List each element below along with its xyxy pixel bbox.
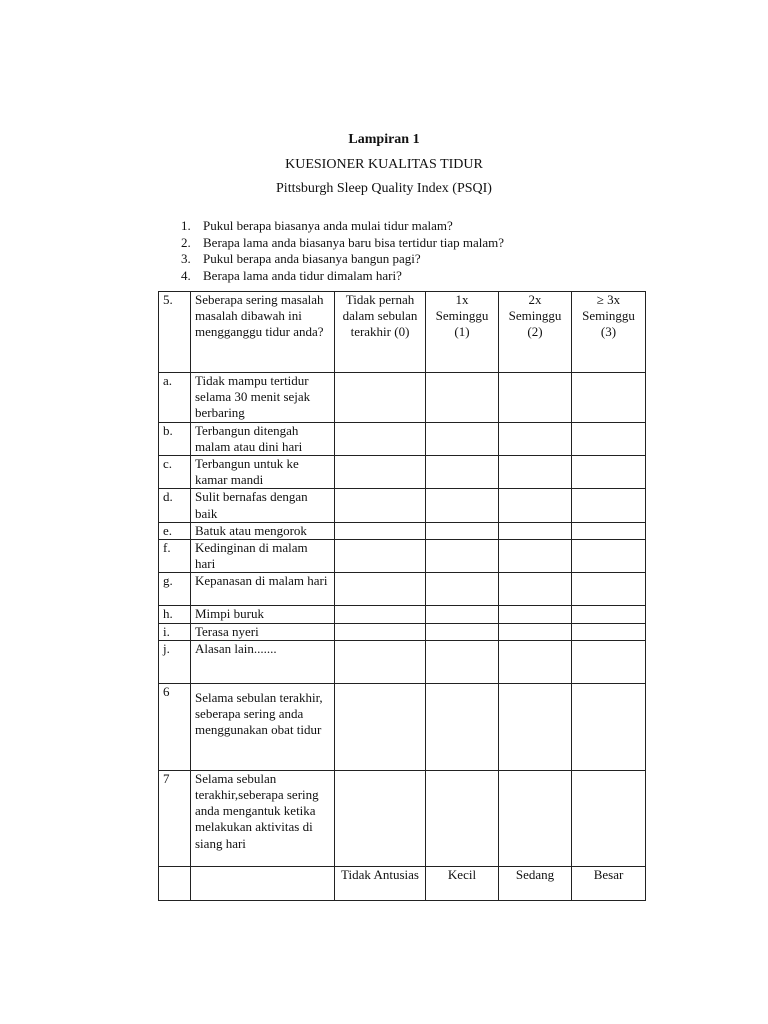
question-number: 3. [181,251,191,266]
item-text: Sulit bernafas dengan baik [191,489,335,522]
answer-cell[interactable] [572,683,646,770]
question-item [181,218,504,235]
item-text: Alasan lain....... [191,640,335,683]
answer-cell[interactable] [426,683,499,770]
table-row [159,623,646,640]
item-letter: b. [159,422,191,455]
scale-small: Kecil [426,866,499,900]
table-footer-row [159,866,646,900]
header-never: Tidak pernah dalam sebulan terakhir (0) [335,292,426,373]
item-text: Batuk atau mengorok [191,522,335,539]
answer-cell[interactable] [335,540,426,573]
answer-cell[interactable] [335,422,426,455]
item-letter: f. [159,540,191,573]
answer-cell[interactable] [572,606,646,623]
question-text: Pukul berapa biasanya anda mulai tidur malam? [203,218,453,233]
answer-cell[interactable] [499,540,572,573]
answer-cell[interactable] [499,489,572,522]
item-text: Kedinginan di malam hari [191,540,335,573]
header-number: 5. [159,292,191,373]
answer-cell[interactable] [335,456,426,489]
table-row [159,456,646,489]
table-row [159,422,646,455]
item-text: Selama sebulan terakhir,seberapa sering anda mengantuk ketika melakukan aktivitas di siang hari [191,770,335,866]
answer-cell[interactable] [426,422,499,455]
item-number: 6 [159,683,191,770]
question-item [181,251,504,268]
item-text: Tidak mampu tertidur selama 30 menit sejak berbaring [191,373,335,423]
answer-cell[interactable] [572,540,646,573]
item-text: Terasa nyeri [191,623,335,640]
answer-cell[interactable] [426,489,499,522]
answer-cell[interactable] [499,606,572,623]
header-twice-week: 2x Seminggu (2) [499,292,572,373]
answer-cell[interactable] [499,683,572,770]
answer-cell[interactable] [426,522,499,539]
item-letter: j. [159,640,191,683]
answer-cell[interactable] [572,456,646,489]
item-text: Selama sebulan terakhir, seberapa sering anda menggunakan obat tidur [191,683,335,770]
empty-cell [191,866,335,900]
question-item [181,268,504,285]
item-letter: a. [159,373,191,423]
table-header-row [159,292,646,373]
table-row [159,522,646,539]
answer-cell[interactable] [426,373,499,423]
header-question: Seberapa sering masalah masalah dibawah ini mengganggu tidur anda? [191,292,335,373]
header-three-week: ≥ 3x Seminggu (3) [572,292,646,373]
item-letter: d. [159,489,191,522]
answer-cell[interactable] [335,770,426,866]
question-list [181,218,504,284]
answer-cell[interactable] [335,623,426,640]
answer-cell[interactable] [335,640,426,683]
table-row [159,489,646,522]
item-text: Terbangun untuk ke kamar mandi [191,456,335,489]
item-text: Kepanasan di malam hari [191,573,335,606]
questionnaire-subtitle: Pittsburgh Sleep Quality Index (PSQI) [276,181,492,196]
answer-cell[interactable] [426,623,499,640]
answer-cell[interactable] [426,573,499,606]
header-once-week: 1x Seminggu (1) [426,292,499,373]
answer-cell[interactable] [499,623,572,640]
item-letter: g. [159,573,191,606]
answer-cell[interactable] [335,522,426,539]
question-number: 1. [181,218,191,233]
answer-cell[interactable] [572,623,646,640]
answer-cell[interactable] [335,606,426,623]
answer-cell[interactable] [499,373,572,423]
table-row [159,573,646,606]
answer-cell[interactable] [426,456,499,489]
answer-cell[interactable] [572,489,646,522]
psqi-table [158,291,646,901]
table-row [159,640,646,683]
item-letter: i. [159,623,191,640]
answer-cell[interactable] [572,522,646,539]
appendix-label: Lampiran 1 [348,132,420,147]
answer-cell[interactable] [499,573,572,606]
scale-medium: Sedang [499,866,572,900]
item-number: 7 [159,770,191,866]
answer-cell[interactable] [335,683,426,770]
answer-cell[interactable] [572,573,646,606]
item-text: Terbangun ditengah malam atau dini hari [191,422,335,455]
table-row [159,540,646,573]
empty-cell [159,866,191,900]
item-letter: h. [159,606,191,623]
answer-cell[interactable] [335,373,426,423]
answer-cell[interactable] [426,606,499,623]
table-row [159,606,646,623]
item-text: Mimpi buruk [191,606,335,623]
scale-large: Besar [572,866,646,900]
table-row [159,770,646,866]
question-number: 2. [181,234,191,250]
item-letter: c. [159,456,191,489]
question-text: Berapa lama anda tidur dimalam hari? [203,267,402,283]
answer-cell[interactable] [499,640,572,683]
question-text: Berapa lama anda biasanya baru bisa tertidur tiap malam? [203,234,505,250]
answer-cell[interactable] [335,573,426,606]
answer-cell[interactable] [572,422,646,455]
question-text: Pukul berapa anda biasanya bangun pagi? [203,251,421,266]
answer-cell[interactable] [499,422,572,455]
answer-cell[interactable] [426,770,499,866]
answer-cell[interactable] [499,770,572,866]
scale-not-enthusiastic: Tidak Antusias [335,866,426,900]
answer-cell[interactable] [426,640,499,683]
answer-cell[interactable] [572,770,646,866]
answer-cell[interactable] [572,640,646,683]
answer-cell[interactable] [499,456,572,489]
table-row [159,683,646,770]
answer-cell[interactable] [335,489,426,522]
answer-cell[interactable] [572,373,646,423]
answer-cell[interactable] [499,522,572,539]
question-number: 4. [181,267,191,283]
question-item [181,235,504,252]
questionnaire-title: KUESIONER KUALITAS TIDUR [285,157,483,172]
item-letter: e. [159,522,191,539]
table-row [159,373,646,423]
answer-cell[interactable] [426,540,499,573]
